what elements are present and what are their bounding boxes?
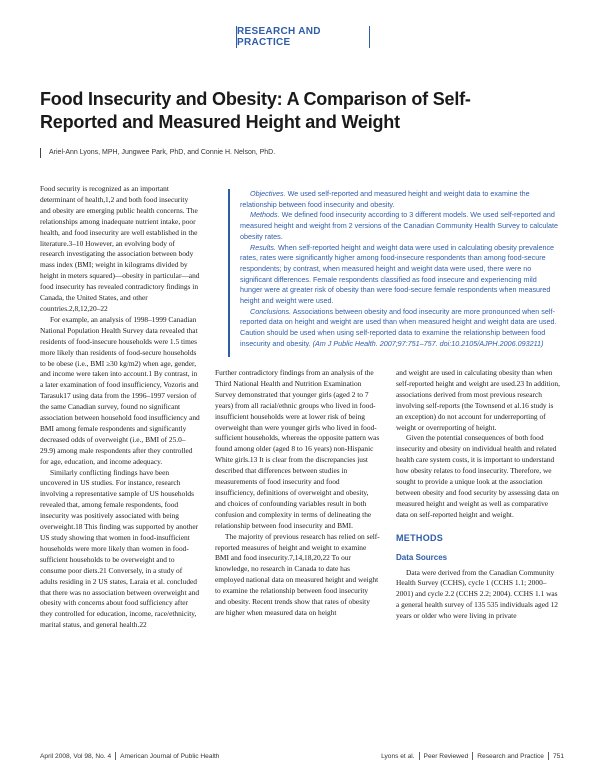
abstract-methods-label: Methods.	[250, 210, 280, 220]
body-paragraph: Food security is recognized as an important determinant of health,1,2 and both food insecurity and obesity are emerging public health concerns. The relationships among inadequate nutrient intake, poor health, and food insecurity are well established in the literature.3–10 However, an evolving body of research investigating the association between body mass index (BMI; weight in kilograms divided by height in meters squared)—obesity in particular—and food insecurity has revealed contradictory findings in Canada, the United States, and other countries.2,8,12,20–22	[40, 184, 200, 313]
body-paragraph: Further contradictory findings from an analysis of the Third National Health and Nutrition Examination Survey demonstrated that younger girls (aged 2 to 7 years) from all racial/ethnic groups who lived in food-insufficient households were at lower risk of being overweight than were younger girls who lived in food-sufficient households, whereas the opposite pattern was found among older (aged 8 to 16 years) non-Hispanic White girls.13 It is clear from the discrepancies just described that differences between studies in measurements of food insecurity and food insufficiency, definitions of overweight and obesity, and choices of confounding variables result in both confusion and complexity in terms of delineating the relationship between food insecurity and BMI.	[215, 368, 380, 530]
body-column-1	[40, 184, 200, 631]
abstract-methods	[240, 210, 561, 242]
body-paragraph: Given the potential consequences of both food insecurity and obesity on individual health and related health care system costs, it is important to understand how obesity relates to food insecurity. Therefore, we sought to provide a unique look at the association between obesity and food security by assessing data on measured height and weight as well as comparative data on self-reported height and weight.	[396, 433, 559, 519]
body-paragraph: and weight are used in calculating obesity than when self-reported height and weight are used.23 In addition, associations derived from most previous research involving self-reports (the Townsend et al.16 study is an exception) do not account for underreporting of weight or overreporting of height.	[396, 368, 560, 432]
body-column-2	[215, 368, 380, 619]
abstract-methods-text: We defined food insecurity according to 3 different models. We used self-reported and measured height and weight from 2 versions of the Canadian Community Health Survey to calculate obesity rates.	[240, 210, 559, 241]
abstract-conclusions-label: Conclusions.	[250, 306, 292, 316]
abstract-conclusions-text: Associations between obesity and food insecurity are more pronounced when self-reported data on height and weight are used than when measured height and weight data are used. Caution should be used when using self-reported data to examine the relationship between food insecurity and obesity.	[240, 306, 557, 348]
body-paragraph: The majority of previous research has relied on self-reported measures of height and weight to examine BMI and food insecurity.7,14,18,20,22 To our knowledge, no research in Canada to date has employed national data on measured height and weight to examine the relationship between food insecurity and obesity. Recent trends show that rates of obesity are higher when measured data on height	[215, 531, 380, 617]
methods-heading: METHODS	[396, 532, 444, 543]
body-paragraph: For example, an analysis of 1998–1999 Canadian National Population Health Survey data revealed that residents of food-insecure households were 1.5 times more likely than residents of food-secure households to be obese (i.e., BMI ≥30 kg/m2) when age, gender, and income were taken into account.1 By contrast, in a later examination of food insufficiency, Vozoris and Tarasuk17 using data from the 1996–1997 version of the same Canadian survey, found no significant association between household food insufficiency and BMI among female respondents and significantly decreased odds of overweight (i.e., BMI of 25.0–29.9) among male respondents after they controlled for age, education, and income adequacy.	[40, 314, 200, 466]
footer-divider	[472, 752, 473, 760]
section-label: RESEARCH AND PRACTICE	[236, 26, 370, 48]
page-number: 751	[552, 752, 564, 760]
data-sources-heading: Data Sources	[396, 552, 448, 562]
abstract-objectives-text: We used self-reported and measured height and weight data to examine the relationship between food insecurity and obesity.	[240, 189, 530, 209]
abstract-box	[228, 189, 561, 357]
footer-divider	[419, 752, 420, 760]
author-list: Ariel-Ann Lyons, MPH, Jungwee Park, PhD, and Connie H. Nelson, PhD.	[40, 148, 529, 158]
footer-left	[40, 752, 219, 760]
footer-journal: American Journal of Public Health	[120, 752, 220, 760]
abstract-conclusions	[240, 307, 561, 350]
abstract-citation: (Am J Public Health. 2007;97:751–757. doi:10.2105/AJPH.2006.093211)	[312, 338, 544, 348]
abstract-results	[240, 243, 561, 307]
footer-right	[381, 752, 564, 760]
abstract-objectives-label: Objectives.	[250, 189, 286, 198]
footer-authors: Lyons et al.	[381, 752, 415, 760]
body-paragraph: Similarly conflicting findings have been uncovered in US studies. For instance, research involving a representative sample of US households revealed that, among female respondents, food insecurity was positively associated with being overweight.18 This finding was supported by another US study showing that women in food-insufficient households were more likely than women in food-sufficient households to be overweight and to consume poor diets.21 Conversely, in a study of adults residing in 2 US states, Laraia et al. concluded that there was no association between overweight and obesity with concerns about food sufficiency after they controlled for education, income, race/ethnicity, marital status, and general health.22	[40, 467, 200, 630]
footer-divider	[115, 752, 116, 760]
footer-issue: April 2008, Vol 98, No. 4	[40, 752, 112, 760]
footer-review: Peer Reviewed	[423, 752, 469, 760]
article-title: Food Insecurity and Obesity: A Comparison of Self-Reported and Measured Height and Weight	[40, 89, 471, 132]
abstract-results-label: Results.	[250, 242, 276, 252]
body-paragraph: Data were derived from the Canadian Community Health Survey (CCHS), cycle 1 (CCHS 1.1; 2000–2001) and cycle 2.2 (CCHS 2.2; 2004). CCHS 1.1 was a general health survey of 135 535 individuals aged 12 years or older who were living in private	[396, 567, 558, 621]
abstract-results-text: When self-reported height and weight data were used in calculating obesity prevalence rates, rates were significantly higher among food-insecure respondents than among food-secure respondents; by contrast, when measured height and weight data were used, there were no significant differences. Female respondents classified as food insecure and experiencing mild hunger were at greater risk of obesity than were food-secure female respondents when measured height and weight were used.	[240, 242, 555, 306]
abstract-objectives	[240, 189, 561, 210]
footer-section: Research and Practice	[477, 752, 544, 760]
body-column-3	[396, 368, 561, 622]
footer-divider	[548, 752, 549, 760]
